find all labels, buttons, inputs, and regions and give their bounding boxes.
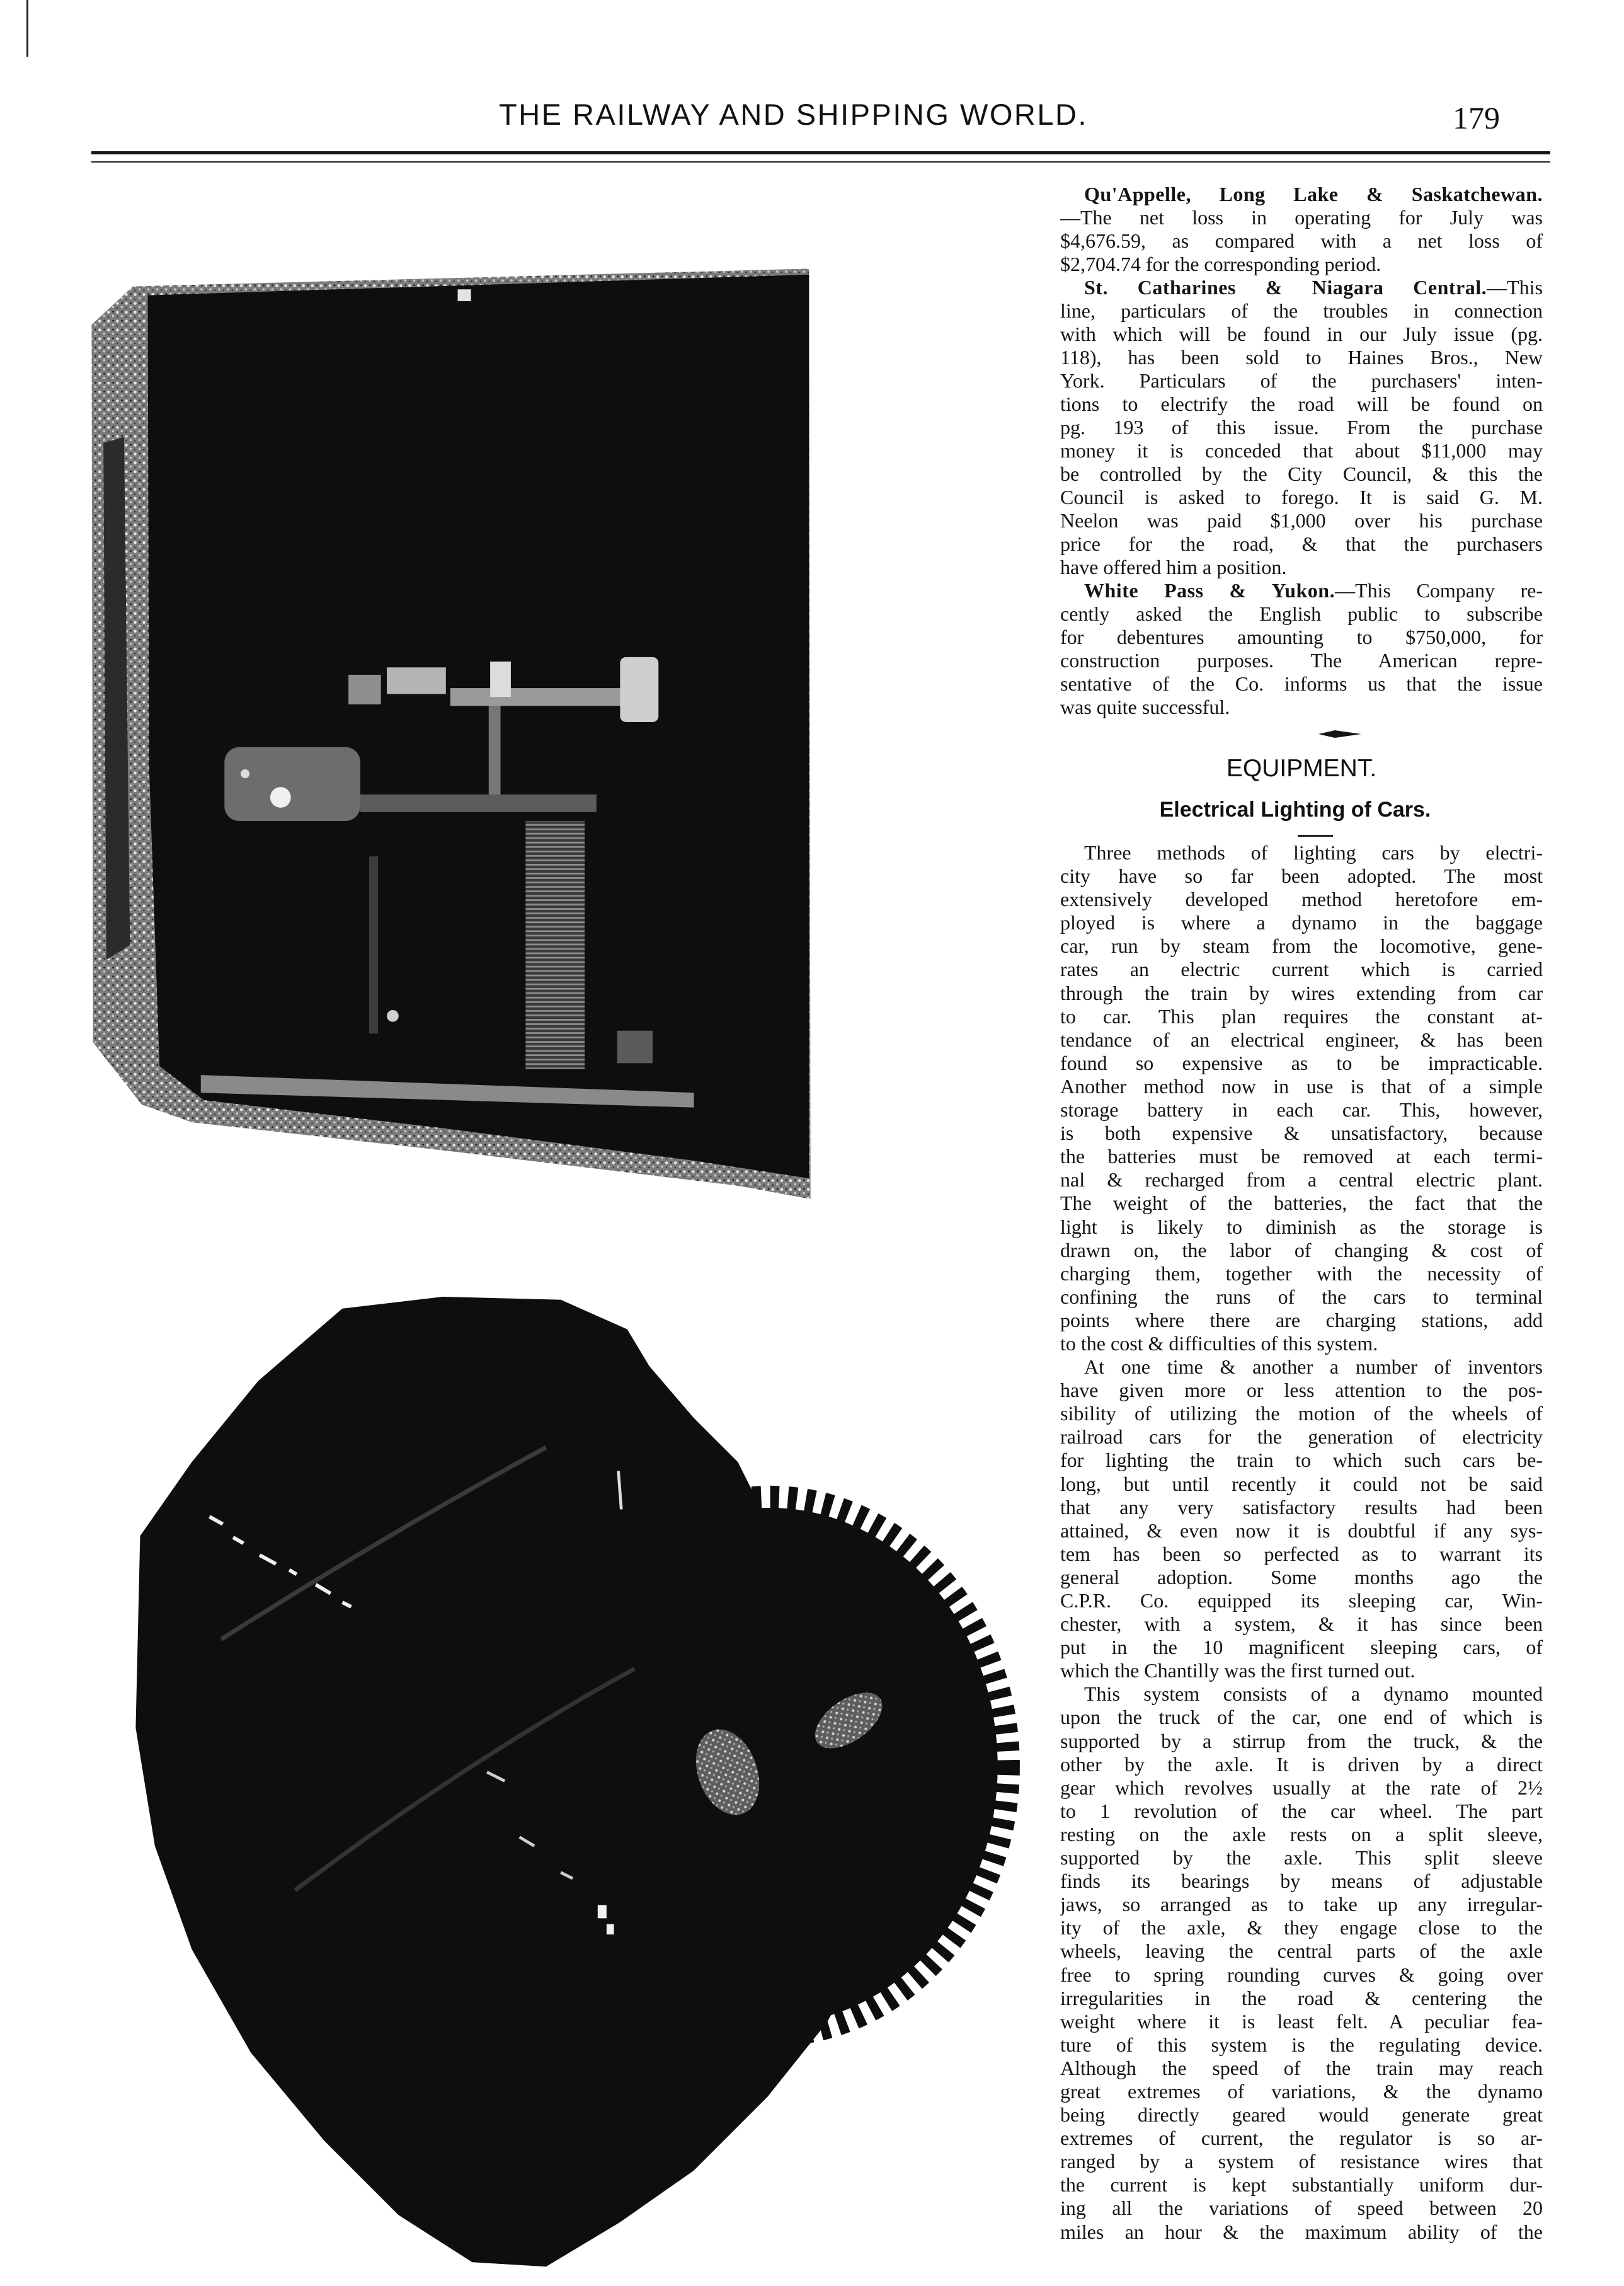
text-line: have offered him a position.: [1060, 556, 1287, 578]
section-heading: EQUIPMENT.: [1226, 755, 1377, 782]
text-line: ployed is where a dynamo in the baggage: [1060, 911, 1543, 934]
text-line: the batteries must be removed at each termi-: [1060, 1145, 1543, 1168]
text-line: ranged by a system of resistance wires that: [1060, 2150, 1543, 2173]
scan-mark: [26, 0, 28, 57]
text-line: to 1 revolution of the car wheel. The part: [1060, 1799, 1543, 1822]
text-line: nal & recharged from a central electric plant.: [1060, 1168, 1543, 1192]
article-body: [1060, 841, 1543, 2244]
article-paragraph: [1060, 1682, 1543, 2243]
section-ornament: [1318, 730, 1361, 738]
text-line: free to spring rounding curves & going over: [1060, 1963, 1543, 1986]
page-number: 179: [1453, 100, 1500, 135]
text-line: Three methods of lighting cars by electri-: [1084, 841, 1543, 864]
text-line: other by the axle. It is driven by a direct: [1060, 1752, 1543, 1776]
text-line: Although the speed of the train may reach: [1060, 2056, 1543, 2079]
text-line: tem has been so perfected as to warrant its: [1060, 1542, 1543, 1565]
text-line: C.P.R. Co. equipped its sleeping car, Win-: [1060, 1589, 1543, 1612]
text-line: city have so far been adopted. The most: [1060, 864, 1543, 888]
text-line: 118), has been sold to Haines Bros., New: [1060, 346, 1543, 369]
text-line: $4,676.59, as compared with a net loss of: [1060, 229, 1543, 252]
text-line: supported by a stirrup from the truck, & the: [1060, 1729, 1543, 1752]
text-line: price for the road, & that the purchasers: [1060, 532, 1543, 555]
text-line: drawn on, the labor of changing & cost of: [1060, 1238, 1543, 1261]
item-lead: St. Catharines & Niagara Central.: [1084, 276, 1487, 299]
text-line: being directly geared would generate great: [1060, 2103, 1543, 2127]
text-line: ity of the axle, & they engage close to the: [1060, 1916, 1543, 1939]
text-line: which the Chantilly was the first turned out.: [1060, 1659, 1415, 1682]
header-rule-thin: [91, 161, 1550, 163]
text-line: [1060, 579, 1543, 602]
text-line: sibility of utilizing the motion of the wheels of: [1060, 1402, 1543, 1425]
text-line: miles an hour & the maximum ability of the: [1060, 2220, 1543, 2243]
text-line: put in the 10 magnificent sleeping cars, of: [1060, 1636, 1543, 1659]
text-line: money it is conceded that about $11,000 may: [1060, 439, 1543, 462]
text-line: ing all the variations of speed between 20: [1060, 2197, 1543, 2220]
text-line: is both expensive & unsatisfactory, because: [1060, 1122, 1543, 1145]
text-line: be controlled by the City Council, & this the: [1060, 462, 1543, 485]
text-line: sentative of the Co. informs us that the issue: [1060, 672, 1543, 695]
text-line: wheels, leaving the central parts of the axle: [1060, 1939, 1543, 1963]
text-line: This system consists of a dynamo mounted: [1084, 1682, 1543, 1706]
text-line: upon the truck of the car, one end of which is: [1060, 1706, 1543, 1729]
text-line: Council is asked to forego. It is said G. M.: [1060, 486, 1543, 508]
text-line: construction purposes. The American repre-: [1060, 649, 1543, 672]
text-line: that any very satisfactory results had been: [1060, 1495, 1543, 1519]
text-line: with which will be found in our July issue (pg.: [1060, 323, 1543, 345]
running-title: THE RAILWAY AND SHIPPING WORLD.: [499, 98, 1088, 131]
text-line: long, but until recently it could not be said: [1060, 1472, 1543, 1495]
text-line: was quite successful.: [1060, 696, 1230, 718]
text-line: confining the runs of the cars to terminal: [1060, 1285, 1543, 1308]
text-line: points where there are charging stations, add: [1060, 1308, 1543, 1331]
text-line: [1060, 276, 1543, 299]
title-rule: [1298, 835, 1333, 837]
text-line: At one time & another a number of inventors: [1084, 1355, 1543, 1379]
item-lead: White Pass & Yukon.: [1084, 579, 1335, 602]
text-line: great extremes of variations, & the dynamo: [1060, 2079, 1543, 2103]
news-item: [1060, 276, 1543, 579]
text-line: irregularities in the road & centering the: [1060, 1986, 1543, 2009]
news-item: [1060, 183, 1543, 276]
lead-rest: —This: [1487, 276, 1543, 299]
text-line: storage battery in each car. This, however,: [1060, 1098, 1543, 1122]
text-line: extremes of current, the regulator is so ar-: [1060, 2127, 1543, 2150]
dynamo-body: [135, 1297, 915, 2266]
photo-upper: [86, 258, 812, 1203]
text-line: found so expensive as to be impracticable.: [1060, 1051, 1543, 1074]
text-line: jaws, so arranged as to take up any irregular-: [1060, 1893, 1543, 1916]
text-line: chester, with a system, & it has since been: [1060, 1612, 1543, 1636]
item-lead: Qu'Appelle, Long Lake & Saskatchewan.: [1084, 183, 1543, 205]
photo-lower: [125, 1292, 1033, 2274]
header-rule: [91, 151, 1550, 154]
text-line: finds its bearings by means of adjustable: [1060, 1870, 1543, 1893]
text-line: the current is kept substantially uniform dur-: [1060, 2173, 1543, 2197]
text-line: for debentures amounting to $750,000, for: [1060, 626, 1543, 648]
text-line: charging them, together with the necessity of: [1060, 1261, 1543, 1285]
text-line: extensively developed method heretofore em-: [1060, 888, 1543, 911]
text-line: weight where it is least felt. A peculiar fea-: [1060, 2009, 1543, 2033]
lead-rest: —This Company re-: [1335, 579, 1543, 602]
news-item: [1060, 579, 1543, 719]
text-line: supported by the axle. This split sleeve: [1060, 1846, 1543, 1870]
text-line: $2,704.74 for the corresponding period.: [1060, 253, 1381, 275]
text-line: gear which revolves usually at the rate of 2½: [1060, 1776, 1543, 1799]
text-line: rates an electric current which is carried: [1060, 958, 1543, 981]
article-paragraph: [1060, 841, 1543, 1355]
text-line: ture of this system is the regulating device.: [1060, 2033, 1543, 2056]
article-title: Electrical Lighting of Cars.: [1159, 798, 1431, 822]
text-line: Another method now in use is that of a simple: [1060, 1074, 1543, 1098]
text-line: [1060, 183, 1543, 206]
text-line: —The net loss in operating for July was: [1060, 206, 1543, 229]
photo-field: [103, 275, 809, 1178]
text-line: to car. This plan requires the constant at-: [1060, 1004, 1543, 1028]
text-line: line, particulars of the troubles in connection: [1060, 299, 1543, 322]
text-line: attained, & even now it is doubtful if any sys-: [1060, 1519, 1543, 1542]
text-line: tendance of an electrical engineer, & has been: [1060, 1028, 1543, 1051]
text-line: tions to electrify the road will be found on: [1060, 393, 1543, 415]
text-line: light is likely to diminish as the storage is: [1060, 1215, 1543, 1238]
article-paragraph: [1060, 1355, 1543, 1682]
text-line: have given more or less attention to the pos-: [1060, 1379, 1543, 1402]
text-line: through the train by wires extending from car: [1060, 981, 1543, 1004]
text-line: pg. 193 of this issue. From the purchase: [1060, 416, 1543, 439]
text-line: York. Particulars of the purchasers' inten-: [1060, 369, 1543, 392]
text-line: general adoption. Some months ago the: [1060, 1565, 1543, 1588]
text-line: railroad cars for the generation of electricity: [1060, 1425, 1543, 1449]
text-line: resting on the axle rests on a split sleeve,: [1060, 1822, 1543, 1846]
text-line: cently asked the English public to subscribe: [1060, 602, 1543, 625]
text-line: Neelon was paid $1,000 over his purchase: [1060, 509, 1543, 532]
news-column: [1060, 183, 1543, 719]
text-line: car, run by steam from the locomotive, gene-: [1060, 934, 1543, 958]
text-line: for lighting the train to which such cars be-: [1060, 1449, 1543, 1472]
text-line: to the cost & difficulties of this system.: [1060, 1331, 1378, 1355]
text-line: The weight of the batteries, the fact that the: [1060, 1192, 1543, 1215]
